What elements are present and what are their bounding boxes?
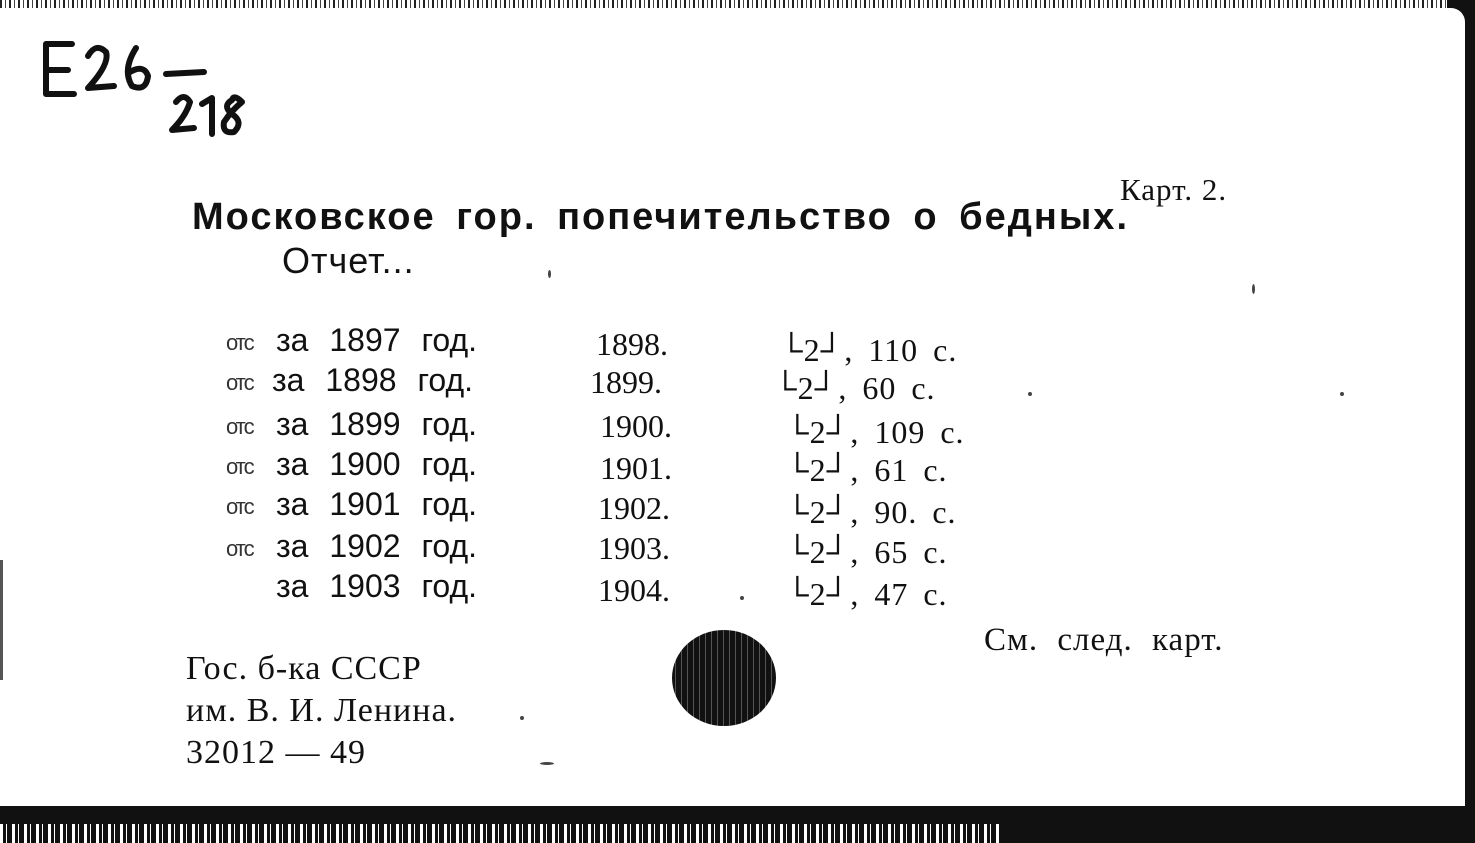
left-scan-edge xyxy=(0,560,3,680)
volume-pages: └2┘, 109 с. xyxy=(786,414,965,450)
period-text: за 1898 год. xyxy=(272,362,474,398)
publication-year: 1904. xyxy=(598,572,670,608)
stamp-mark: отс xyxy=(226,370,253,395)
library-dedication: им. В. И. Ленина. xyxy=(186,692,458,729)
period-text: за 1899 год. xyxy=(276,406,478,442)
record-subtitle: Отчет... xyxy=(282,240,415,281)
speck xyxy=(520,716,524,720)
speck xyxy=(540,762,554,765)
right-scan-edge xyxy=(1447,0,1475,843)
bottom-scan-border xyxy=(0,806,1475,843)
speck xyxy=(1028,392,1032,396)
stamp-mark: отс xyxy=(226,414,253,439)
stamp-mark xyxy=(226,576,274,600)
punch-hole xyxy=(672,630,776,726)
publication-year: 1899. xyxy=(590,364,662,400)
record-title: Московское гор. попечительство о бедных. xyxy=(192,196,1129,238)
card-number: Карт. 2. xyxy=(1120,172,1228,207)
volume-pages: └2┘, 90. с. xyxy=(786,494,957,530)
speck xyxy=(740,596,744,600)
volume-pages: └2┘, 61 с. xyxy=(786,452,948,488)
publication-year: 1900. xyxy=(600,408,672,444)
handwritten-shelfmark-drawing xyxy=(36,30,276,150)
stamp-mark: отс xyxy=(226,536,253,561)
speck xyxy=(1252,284,1255,294)
period-text: за 1901 год. xyxy=(276,486,478,522)
period-text: за 1902 год. xyxy=(276,528,478,564)
publication-year: 1903. xyxy=(598,530,670,566)
stamp-mark: отс xyxy=(226,454,253,479)
volume-pages: └2┘, 110 с. xyxy=(780,332,958,368)
volume-pages: └2┘, 60 с. xyxy=(774,370,936,406)
period-text: за 1900 год. xyxy=(276,446,478,482)
stamp-mark: отс xyxy=(226,330,253,355)
print-order-number: 32012 — 49 xyxy=(186,734,366,771)
period-text: за 1903 год. xyxy=(276,568,478,604)
publication-year: 1898. xyxy=(596,326,668,362)
publication-year: 1901. xyxy=(600,450,672,486)
top-scan-border xyxy=(0,0,1475,8)
handwritten-shelfmark xyxy=(36,30,276,150)
speck xyxy=(1340,392,1344,396)
volume-pages: └2┘, 65 с. xyxy=(786,534,948,570)
library-imprint xyxy=(186,648,457,774)
volume-pages: └2┘, 47 с. xyxy=(786,576,948,612)
library-name: Гос. б-ка СССР xyxy=(186,650,422,687)
publication-year: 1902. xyxy=(598,490,670,526)
see-next-card-note: См. след. карт. xyxy=(984,622,1224,658)
period-text: за 1897 год. xyxy=(276,322,478,358)
speck xyxy=(548,270,551,278)
stamp-mark: отс xyxy=(226,494,253,519)
